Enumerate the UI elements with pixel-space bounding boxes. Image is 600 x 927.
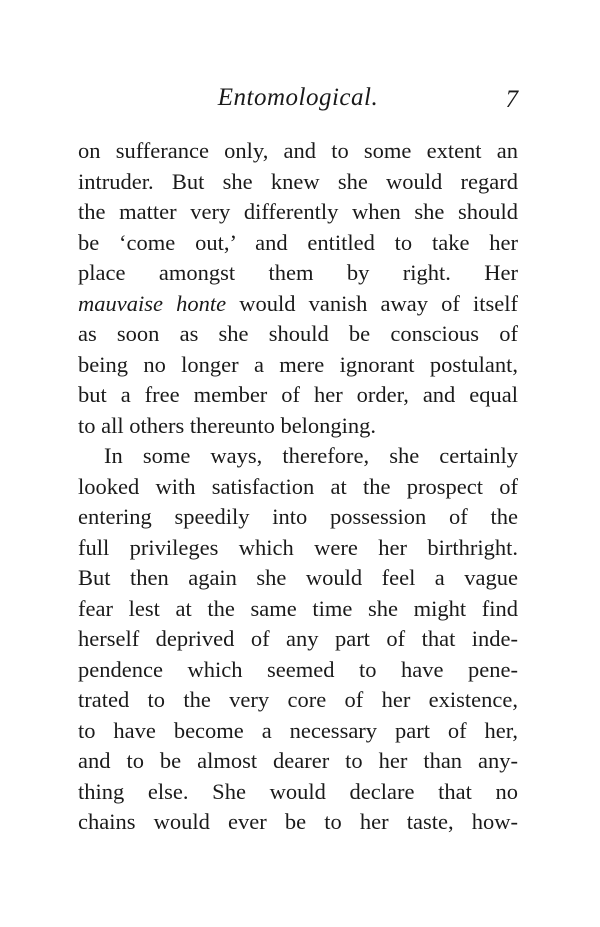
paragraph-end-line: to all others thereunto belonging. bbox=[78, 412, 377, 438]
text-line: trated to the very core of her existence, bbox=[78, 687, 518, 712]
text-line: entering speedily into possession of the bbox=[78, 504, 518, 529]
text-line: place amongst them by right. Her bbox=[78, 260, 518, 285]
text-line: the matter very differently when she should bbox=[78, 199, 518, 224]
text-line: but a free member of her order, and equal bbox=[78, 382, 518, 407]
page-number: 7 bbox=[505, 86, 518, 113]
text-line: to have become a necessary part of her, bbox=[78, 717, 518, 743]
text-line: as soon as she should be conscious of bbox=[78, 321, 518, 346]
text-line: fear lest at the same time she might find bbox=[78, 595, 518, 621]
text-line: and to be almost dearer to her than any- bbox=[78, 748, 518, 773]
italic-phrase: mauvaise honte bbox=[78, 290, 227, 316]
text-line: But then again she would feel a vague bbox=[78, 565, 518, 590]
running-title: Entomological. bbox=[217, 84, 379, 111]
text-line-rest: would vanish away of itself bbox=[239, 290, 518, 316]
text-line: herself deprived of any part of that inde- bbox=[78, 626, 518, 651]
text-line: on sufferance only, and to some extent an bbox=[78, 138, 518, 163]
text-line bbox=[78, 289, 518, 320]
running-head bbox=[78, 84, 518, 118]
text-line: thing else. She would declare that no bbox=[78, 778, 518, 804]
paragraph-start-line: In some ways, therefore, she certainly bbox=[104, 443, 518, 468]
text-line: intruder. But she knew she would regard bbox=[78, 168, 518, 194]
text-line: full privileges which were her birthright. bbox=[78, 534, 518, 560]
body-text bbox=[78, 136, 518, 838]
text-line: being no longer a mere ignorant postulant, bbox=[78, 351, 518, 377]
text-line: chains would ever be to her taste, how- bbox=[78, 809, 518, 834]
text-line: looked with satisfaction at the prospect of bbox=[78, 473, 518, 499]
text-line: pendence which seemed to have pene- bbox=[78, 656, 518, 682]
text-line: be ‘come out,’ and entitled to take her bbox=[78, 229, 518, 255]
